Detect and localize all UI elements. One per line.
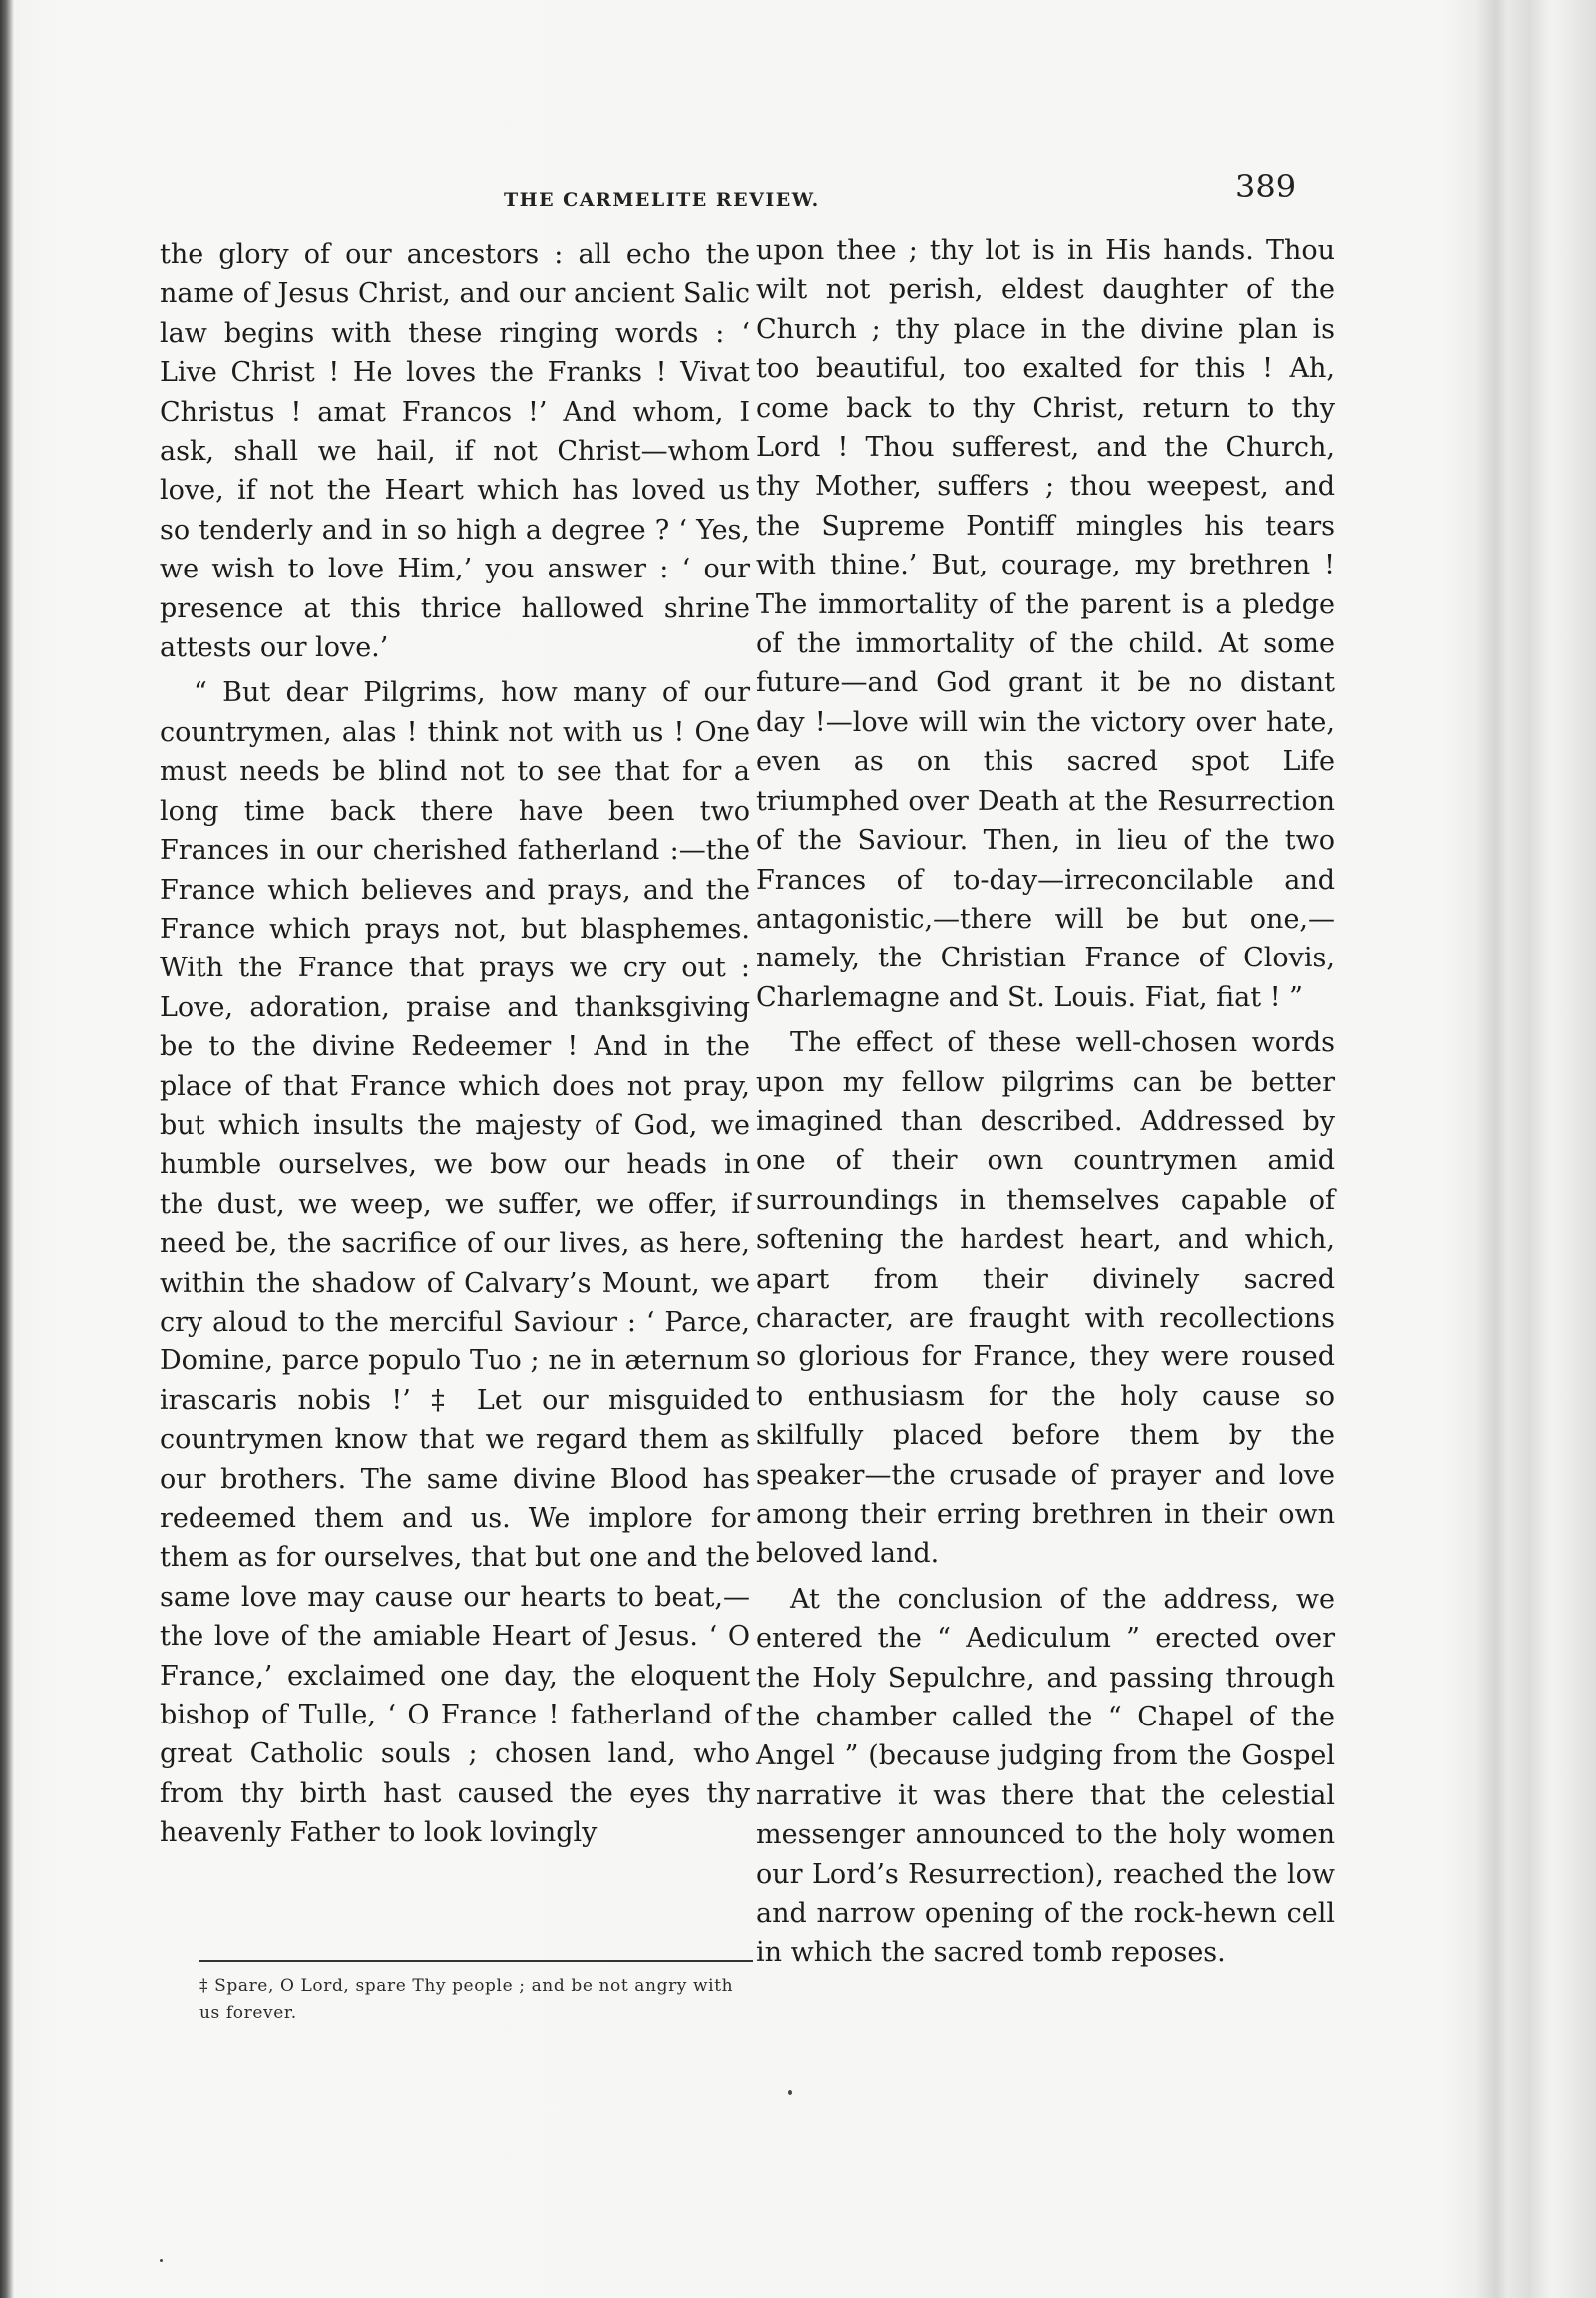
left-column [160,235,750,1853]
left-paragraph-2: “ But dear Pilgrims, how many of our countrymen, alas ! think not with us ! One must needs be blind not to see that for a long time back there have been two Frances in our cherished fatherland :—the France which believes and prays, and the France which prays not, but blasphemes. With the France that prays we cry out : Love, adoration, praise and thanksgiving be to the divine Redeemer ! And in the place of that France which does not pray, but which insults the majesty of God, we humble ourselves, we bow our heads in the dust, we weep, we suffer, we offer, if need be, the sacrifice of our lives, as here, within the shadow of Calvary’s Mount, we cry aloud to the merciful Saviour : ‘ Parce, Domine, parce populo Tuo ; ne in æternum irascaris nobis !’ ‡ Let our misguided countrymen know that we regard them as our brothers. The same divine Blood has redeemed them and us. We implore for them as for ourselves, that but one and the same love may cause our hearts to beat,—the love of the amiable Heart of Jesus. ‘ O France,’ exclaimed one day, the eloquent bishop of Tulle, ‘ O France ! fatherland of great Catholic souls ; chosen land, who from thy birth hast caused the eyes thy heavenly Father to look lovingly [160,677,750,1849]
right-column [756,231,1335,1973]
page-number: 389 [1235,168,1297,205]
scan-speck [160,2259,163,2262]
scan-speck [788,2090,792,2095]
running-head: THE CARMELITE REVIEW. [504,190,820,211]
right-paragraph-2: The effect of these well-chosen words upon my fellow pilgrims can be better imagined than described. Addressed by one of their own countrymen amid surroundings in themselves capable of softening the hardest heart, and which, apart from their divinely sacred character, are fraught with recollections so glorious for France, they were roused to enthusiasm for the holy cause so skilfully placed before them by the speaker—the crusade of prayer and love among their erring brethren in their own beloved land. [756,1027,1335,1570]
right-paragraph-3: At the conclusion of the address, we entered the “ Aediculum ” erected over the Holy Sepulchre, and passing through the chamber called the “ Chapel of the Angel ” (because judging from the Gospel narrative it was there that the celestial messenger announced to the holy women our Lord’s Resurrection), reached the low and narrow opening of the rock-hewn cell in which the sacred tomb reposes. [756,1583,1335,1969]
left-paragraph-1: the glory of our ancestors : all echo the name of Jesus Christ, and our ancient Salic law begins with these ringing words : ‘ Live Christ ! He loves the Franks ! Vivat Christus ! amat Francos !’ And whom, I ask, shall we hail, if not Christ—whom love, if not the Heart which has loved us so tenderly and in so high a degree ? ‘ Yes, we wish to love Him,’ you answer : ‘ our presence at this thrice hallowed shrine attests our love.’ [160,239,750,664]
footnote: ‡ Spare, O Lord, spare Thy people ; and be not angry with us forever. [200,1976,734,2023]
footnote-rule [200,1960,753,1962]
binding-shadow [1446,0,1596,2298]
right-paragraph-1: upon thee ; thy lot is in His hands. Thou wilt not perish, eldest daughter of the Church ; thy place in the divine plan is too beautiful, too exalted for this ! Ah, come back to thy Christ, return to thy Lord ! Thou sufferest, and the Church, thy Mother, suffers ; thou weepest, and the Supreme Pontiff mingles his tears with thine.’ But, courage, my brethren ! The immortality of the parent is a pledge of the immortality of the child. At some future—and God grant it be no distant day !—love will win the victory over hate, even as on this sacred spot Life triumphed over Death at the Resurrection of the Saviour. Then, in lieu of the two Frances of to-day—irreconcilable and antagonistic,—there will be but one,—namely, the Christian France of Clovis, Charlemagne and St. Louis. Fiat, fiat ! ” [756,235,1335,1013]
